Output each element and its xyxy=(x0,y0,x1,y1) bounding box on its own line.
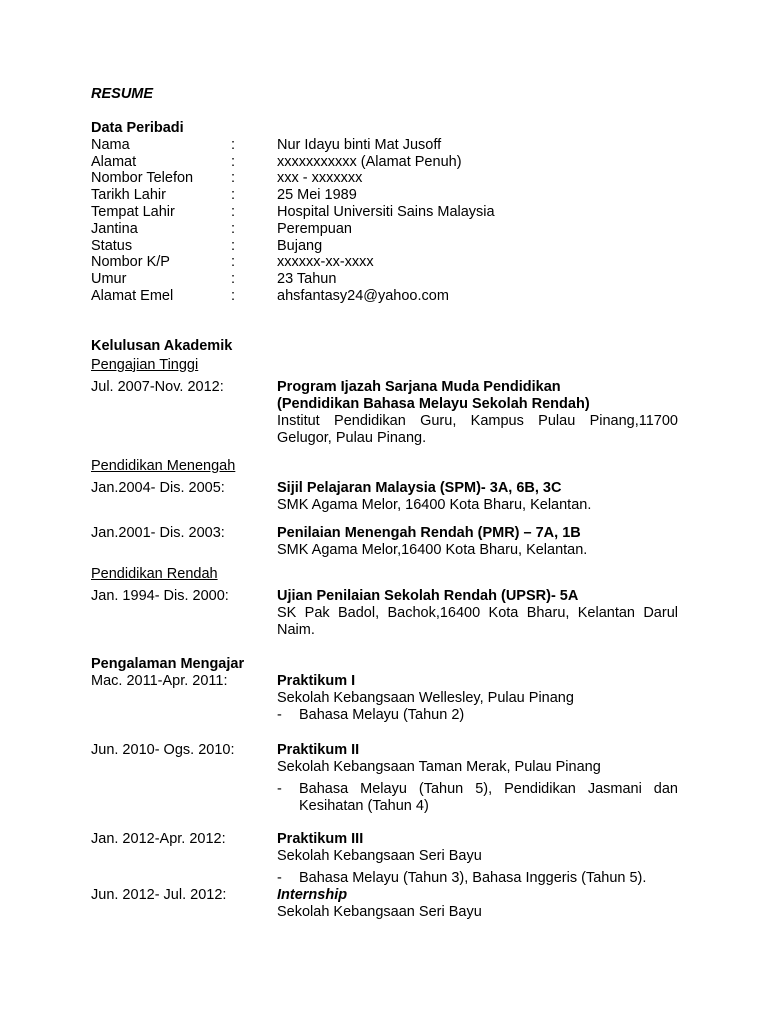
upsr-date: Jan. 1994- Dis. 2000: xyxy=(91,588,229,604)
practicum-1-school: Sekolah Kebangsaan Wellesley, Pulau Pinang xyxy=(277,690,574,706)
personal-value: xxx - xxxxxxx xyxy=(277,170,363,186)
practicum-2-title: Praktikum II xyxy=(277,742,360,758)
spm-place: SMK Agama Melor, 16400 Kota Bharu, Kelantan. xyxy=(277,497,592,513)
pmr-date: Jan.2001- Dis. 2003: xyxy=(91,525,225,541)
practicum-1-subject: Bahasa Melayu (Tahun 2) xyxy=(299,707,465,723)
primary-ed-subheading: Pendidikan Rendah xyxy=(91,566,218,582)
practicum-3-school: Sekolah Kebangsaan Seri Bayu xyxy=(277,848,482,864)
personal-value: xxxxxx-xx-xxxx xyxy=(277,254,374,270)
practicum-3-title: Praktikum III xyxy=(277,831,364,847)
spm-title: Sijil Pelajaran Malaysia (SPM)- 3A, 6B, 3C xyxy=(277,480,562,496)
personal-colon: : xyxy=(231,271,236,287)
personal-label: Status xyxy=(91,238,133,254)
practicum-3-date: Jan. 2012-Apr. 2012: xyxy=(91,831,226,847)
personal-label: Tarikh Lahir xyxy=(91,187,166,203)
personal-colon: : xyxy=(231,204,236,220)
personal-label: Alamat Emel xyxy=(91,288,174,304)
pmr-title: Penilaian Menengah Rendah (PMR) – 7A, 1B xyxy=(277,525,581,541)
higher-ed-place: Institut Pendidikan Guru, Kampus Pulau Pinang,11700 Gelugor, Pulau Pinang. xyxy=(277,413,678,446)
personal-value: Hospital Universiti Sains Malaysia xyxy=(277,204,495,220)
personal-value: ahsfantasy24@yahoo.com xyxy=(277,288,449,304)
personal-colon: : xyxy=(231,238,236,254)
personal-colon: : xyxy=(231,170,236,186)
upsr-place: SK Pak Badol, Bachok,16400 Kota Bharu, Kelantan Darul Naim. xyxy=(277,605,678,638)
higher-ed-subheading: Pengajian Tinggi xyxy=(91,357,199,373)
personal-label: Nama xyxy=(91,137,130,153)
personal-colon: : xyxy=(231,221,236,237)
personal-label: Jantina xyxy=(91,221,138,237)
secondary-ed-subheading: Pendidikan Menengah xyxy=(91,458,236,474)
pmr-place: SMK Agama Melor,16400 Kota Bharu, Kelantan. xyxy=(277,542,588,558)
personal-label: Tempat Lahir xyxy=(91,204,175,220)
practicum-1-date: Mac. 2011-Apr. 2011: xyxy=(91,673,228,689)
practicum-1-dash: - xyxy=(277,707,282,723)
higher-ed-title-sub: (Pendidikan Bahasa Melayu Sekolah Rendah) xyxy=(277,396,590,412)
practicum-2-school: Sekolah Kebangsaan Taman Merak, Pulau Pinang xyxy=(277,759,601,775)
personal-colon: : xyxy=(231,137,236,153)
practicum-2-subject: Bahasa Melayu (Tahun 5), Pendidikan Jasmani dan Kesihatan (Tahun 4) xyxy=(299,781,678,814)
internship-title: Internship xyxy=(277,887,348,903)
personal-value: Nur Idayu binti Mat Jusoff xyxy=(277,137,442,153)
spm-date: Jan.2004- Dis. 2005: xyxy=(91,480,225,496)
personal-value: Perempuan xyxy=(277,221,352,237)
personal-label: Alamat xyxy=(91,154,137,170)
practicum-2-dash: - xyxy=(277,781,282,797)
internship-school: Sekolah Kebangsaan Seri Bayu xyxy=(277,904,482,920)
academic-heading: Kelulusan Akademik xyxy=(91,338,233,354)
personal-value: 25 Mei 1989 xyxy=(277,187,357,203)
page-title: RESUME xyxy=(91,86,154,102)
practicum-1-title: Praktikum I xyxy=(277,673,356,689)
personal-value: xxxxxxxxxxx (Alamat Penuh) xyxy=(277,154,462,170)
higher-ed-date: Jul. 2007-Nov. 2012: xyxy=(91,379,224,395)
practicum-3-dash: - xyxy=(277,870,282,886)
personal-heading: Data Peribadi xyxy=(91,120,184,136)
higher-ed-title: Program Ijazah Sarjana Muda Pendidikan xyxy=(277,379,561,395)
upsr-title: Ujian Penilaian Sekolah Rendah (UPSR)- 5A xyxy=(277,588,579,604)
personal-colon: : xyxy=(231,288,236,304)
teaching-heading: Pengalaman Mengajar xyxy=(91,656,245,672)
practicum-2-date: Jun. 2010- Ogs. 2010: xyxy=(91,742,235,758)
personal-label: Umur xyxy=(91,271,127,287)
personal-colon: : xyxy=(231,254,236,270)
personal-label: Nombor K/P xyxy=(91,254,170,270)
personal-label: Nombor Telefon xyxy=(91,170,194,186)
internship-date: Jun. 2012- Jul. 2012: xyxy=(91,887,227,903)
personal-colon: : xyxy=(231,154,236,170)
personal-value: 23 Tahun xyxy=(277,271,337,287)
personal-value: Bujang xyxy=(277,238,323,254)
practicum-3-subject: Bahasa Melayu (Tahun 3), Bahasa Inggeris (Tahun 5). xyxy=(299,870,647,886)
personal-colon: : xyxy=(231,187,236,203)
